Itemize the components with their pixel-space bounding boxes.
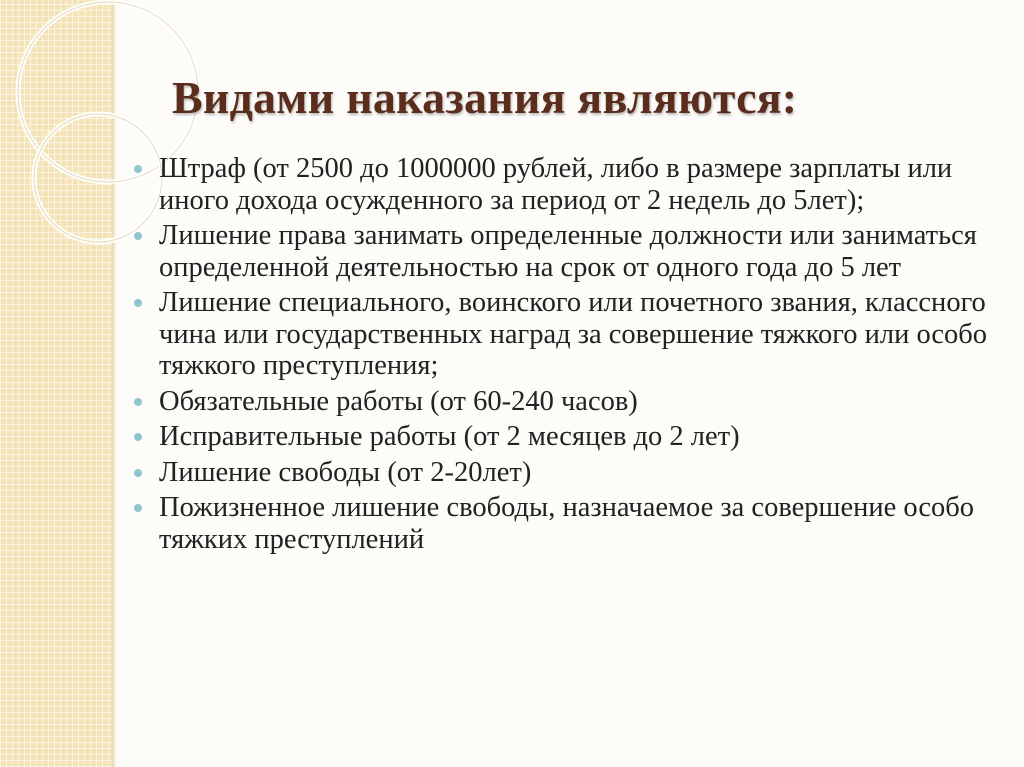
bullet-list bbox=[130, 153, 990, 559]
bullet-item-life-imprisonment bbox=[130, 492, 990, 555]
bullet-dot-icon bbox=[134, 433, 142, 441]
bullet-text: Лишение специального, воинского или почетного звания, классного чина или государственных наград за совершение тяжкого или особо тяжкого преступления; bbox=[159, 287, 988, 381]
bullet-text: Штраф (от 2500 до 1000000 рублей, либо в размере зарплаты или иного дохода осужденного за период от 2 недель до 5лет); bbox=[159, 153, 953, 216]
bullet-dot-icon bbox=[134, 398, 142, 406]
bullet-dot-icon bbox=[134, 504, 142, 512]
bullet-item-compulsory-work bbox=[130, 386, 990, 418]
bullet-dot-icon bbox=[134, 232, 142, 240]
bullet-dot-icon bbox=[134, 165, 142, 173]
bullet-text: Лишение права занимать определенные должности или заниматься определенной деятельностью на срок от одного года до 5 лет bbox=[159, 220, 977, 283]
bullet-text: Лишение свободы (от 2-20лет) bbox=[159, 456, 532, 488]
bullet-item-fine bbox=[130, 153, 990, 216]
bullet-text: Исправительные работы (от 2 месяцев до 2 лет) bbox=[159, 421, 740, 452]
bullet-item-deprivation-of-title bbox=[130, 287, 990, 382]
bullet-item-correctional-work bbox=[130, 421, 990, 453]
bullet-item-imprisonment bbox=[130, 457, 990, 489]
bullet-text: Обязательные работы (от 60-240 часов) bbox=[159, 385, 638, 417]
bullet-item-deprivation-of-right bbox=[130, 220, 990, 283]
bullet-dot-icon bbox=[134, 299, 142, 307]
bullet-dot-icon bbox=[134, 469, 142, 477]
slide-title: Видами наказания являются: bbox=[172, 72, 798, 123]
bullet-text: Пожизненное лишение свободы, назначаемое за совершение особо тяжких преступлений bbox=[159, 492, 975, 555]
